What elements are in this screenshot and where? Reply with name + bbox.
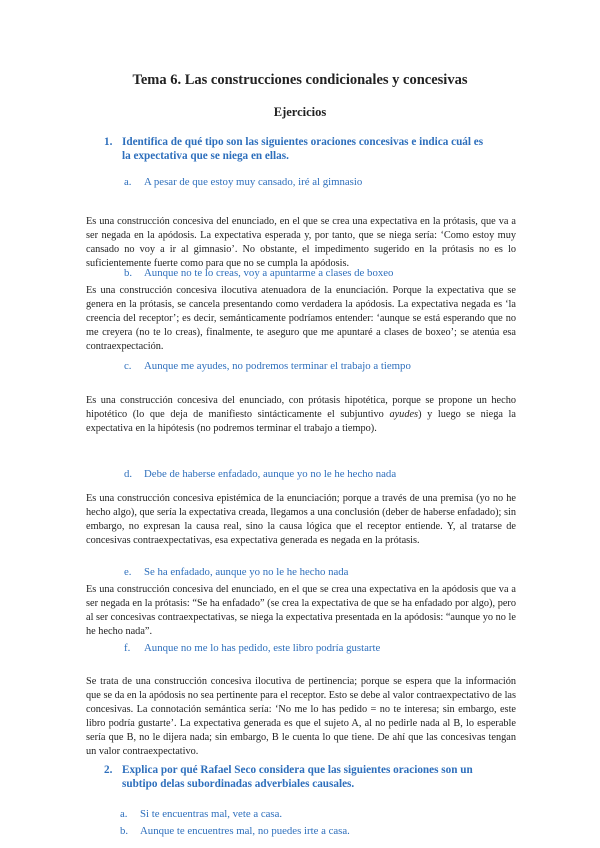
item-label: a. bbox=[124, 176, 132, 188]
item-sentence: Si te encuentras mal, vete a casa. bbox=[140, 808, 283, 820]
item-sentence: A pesar de que estoy muy cansado, iré al gimnasio bbox=[144, 176, 363, 188]
item-1b bbox=[124, 267, 393, 279]
question-2-text: Explica por qué Rafael Seco considera que las siguientes oraciones son un subtipo delas subordinadas adverbiales causales. bbox=[122, 764, 473, 790]
answer-text: ) y luego se niega la expectativa en la hipótesis (no podremos terminar el trabajo a tiempo). bbox=[86, 409, 516, 434]
item-sentence: Debe de haberse enfadado, aunque yo no le he hecho nada bbox=[144, 468, 397, 480]
question-1-number: 1. bbox=[104, 136, 113, 148]
question-1 bbox=[104, 135, 494, 163]
item-1c bbox=[124, 360, 411, 372]
item-sentence: Aunque no te lo creas, voy a apuntarme a clases de boxeo bbox=[144, 267, 394, 279]
answer-1a: Es una construcción concesiva del enunciado, en el que se crea una expectativa en la prótasis, que va a ser negada en la apódosis. La expectativa esperada y, por tanto, que se niega sería: ‘Como estoy muy cansado no voy a ir al gimnasio’. No obstante, el impedimento sugerido en la prótasis no es lo suficientemente fuerte como para que no se cumpla la apódosis. bbox=[86, 216, 516, 269]
item-label: d. bbox=[124, 468, 133, 480]
item-1e bbox=[124, 566, 348, 578]
item-sentence: Aunque te encuentres mal, no puedes irte a casa. bbox=[140, 825, 350, 837]
item-label: e. bbox=[124, 566, 132, 578]
item-label: b. bbox=[124, 267, 133, 279]
item-1f bbox=[124, 642, 380, 654]
question-2 bbox=[104, 763, 484, 791]
item-1d bbox=[124, 468, 396, 480]
page-title: Tema 6. Las construcciones condicionales y concesivas bbox=[132, 72, 468, 88]
item-sentence: Aunque me ayudes, no podremos terminar el trabajo a tiempo bbox=[144, 360, 411, 372]
answer-1c bbox=[86, 394, 516, 436]
answer-1d: Es una construcción concesiva epistémica de la enunciación; porque a través de una premisa (yo no he hecho algo), que sería la expectativa creada, llegamos a una conclusión (deber de haberse enfadado); sin embargo, no expresan la causa real, sino la causa lógica que el receptor entiende. Y, al tratarse de concesivas contraexpectativas, esa expectativa generada es negada en la prótasis. bbox=[86, 493, 516, 546]
item-1a bbox=[124, 176, 362, 188]
item-label: c. bbox=[124, 360, 132, 372]
item-2a bbox=[120, 808, 282, 820]
answer-1b: Es una construcción concesiva ilocutiva atenuadora de la enunciación. Porque la expectativa que se genera en la prótasis, se cancela presentando como verdadera la apódosis. La expectativa negada es ‘la creencia del receptor’; es decir, semánticamente podríamos entender: ‘aunque se está esperando que no me creyera (no te lo creas), finalmente, te aseguro que me apuntaré a clases de boxeo’; se atenúa esa contraexpectación. bbox=[86, 285, 516, 352]
item-label: b. bbox=[120, 825, 129, 837]
section-subtitle: Ejercicios bbox=[273, 105, 327, 119]
answer-1e: Es una construcción concesiva del enunciado, en el que se crea una expectativa en la apódosis que va a ser negada en la prótasis: “Se ha enfadado” (se crea la expectativa de que se ha enfadado por algo), pero al ser concesivas contraexpectativas, se niega la expectativa presentada en la apódosis: “aunque yo no le he hecho nada”. bbox=[86, 584, 516, 637]
answer-text: Es una construcción concesiva del enunciado, con prótasis hipotética, porque se propone un hecho hipotético (lo que deja de manifiesto sintácticamente el subjuntivo bbox=[86, 395, 516, 420]
item-sentence: Aunque no me lo has pedido, este libro podría gustarte bbox=[144, 642, 381, 654]
item-sentence: Se ha enfadado, aunque yo no le he hecho nada bbox=[144, 566, 349, 578]
item-2b bbox=[120, 825, 350, 837]
item-label: a. bbox=[120, 808, 128, 820]
answer-emphasis: ayudes bbox=[389, 409, 419, 420]
item-label: f. bbox=[124, 642, 131, 654]
question-1-text: Identifica de qué tipo son las siguientes oraciones concesivas e indica cuál es la expectativa que se niega en ellas. bbox=[122, 136, 484, 162]
question-2-number: 2. bbox=[104, 764, 113, 776]
answer-1f: Se trata de una construcción concesiva ilocutiva de pertinencia; porque se espera que la información que se da en la apódosis no sea pertinente para el receptor. Esto se debe al valor contraexpectativo de las concesivas. La connotación semántica sería: ‘No me lo has pedido = no te interesa; sin embargo, este libro podría gustarte’. La expectativa generada es que el sujeto A, al no pedirle nada al B, lo esperable sería que B, no le dijera nada; sin embargo, B le cuenta lo que tiene. De ahí que las concesivas tengan un valor contraexpectativo. bbox=[86, 676, 517, 757]
